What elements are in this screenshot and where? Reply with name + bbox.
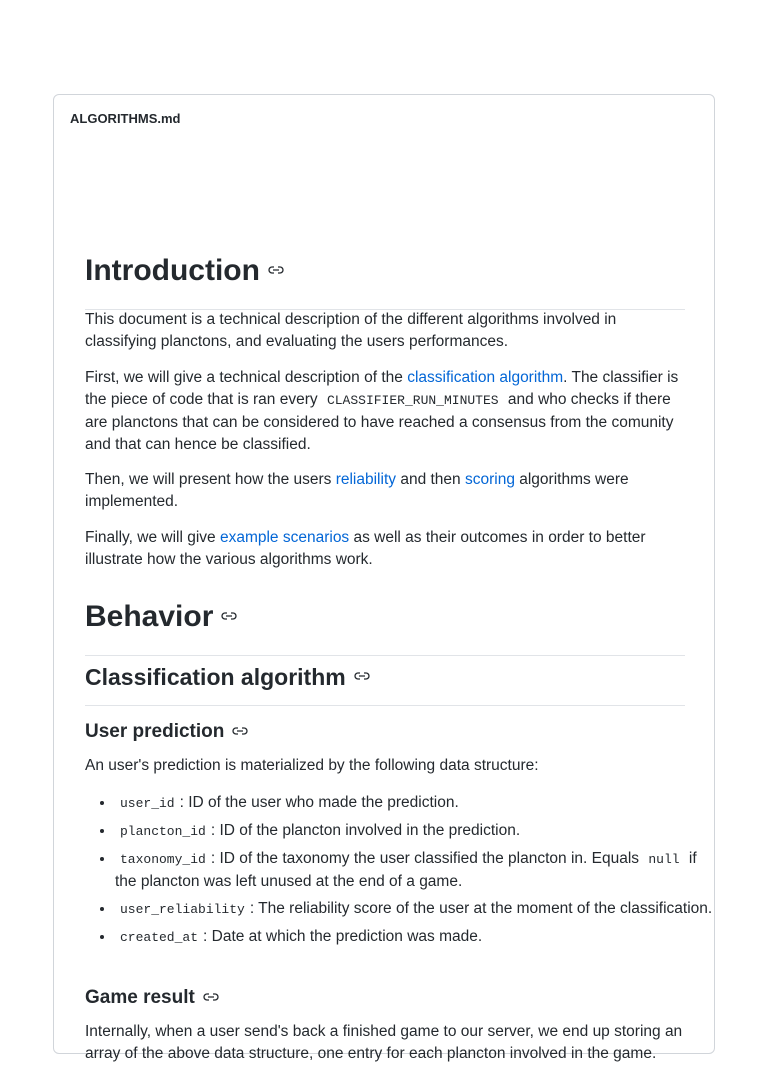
inline-code: null [648,852,680,867]
text: algorithms were implemented. [85,471,629,510]
user-prediction-intro: An user's prediction is materialized by the following data structure: [85,757,539,774]
heading-behavior [85,597,685,656]
heading-user-prediction-text: User prediction [85,721,225,742]
file-box [53,94,715,1062]
link-icon[interactable] [232,726,250,738]
inline-code: user_reliability [120,902,245,917]
intro-paragraph-2 [85,367,685,456]
text: : The reliability score of the user at the moment of the classification. [249,900,713,917]
link-icon[interactable] [221,611,239,623]
heading-introduction [85,251,685,310]
heading-behavior-text: Behavior [85,600,214,633]
inline-code: user_id [120,796,175,811]
text: and then [396,471,465,488]
text: : ID of the taxonomy the user classified the plancton in. Equals [210,850,644,867]
user-prediction-list [85,791,715,953]
text: and who checks if there are planctons that can be considered to have reached a consensus from the comunity and that can hence be classified. [85,391,674,453]
inline-code: created_at [120,930,199,945]
example-scenarios-link[interactable]: example scenarios [219,529,350,546]
intro-paragraph-4 [85,527,685,571]
heading-game-result-text: Game result [85,987,195,1008]
text: Finally, we will give [85,529,220,546]
list-item [115,847,715,893]
intro-paragraph-3 [85,469,685,513]
classification-algorithm-link[interactable]: classification algorithm [407,369,564,386]
text: : ID of the user who made the prediction. [179,794,459,811]
heading-introduction-text: Introduction [85,254,260,287]
link-icon[interactable] [203,992,221,1004]
list-item [115,819,715,843]
list-item [115,791,715,815]
file-name: ALGORITHMS.md [70,110,181,126]
scoring-link[interactable]: scoring [464,471,515,488]
text: : ID of the plancton involved in the prediction. [210,822,521,839]
inline-code: taxonomy_id [120,852,206,867]
intro-paragraph-1: This document is a technical description of the different algorithms involved in classifying planctons, and evaluating the users performances. [85,311,617,350]
text: : Date at which the prediction was made. [203,928,483,945]
file-header [54,95,714,141]
text: . The classifier is the piece of code that is ran every [85,369,679,408]
link-icon[interactable] [268,265,286,277]
list-item [115,925,715,949]
heading-classification-algorithm [85,661,685,706]
reliability-link[interactable]: reliability [335,471,397,488]
text: Then, we will present how the users [85,471,336,488]
text: First, we will give a technical description of the [85,369,408,386]
heading-classification-text: Classification algorithm [85,664,346,690]
list-item [115,897,715,921]
heading-game-result [85,985,685,1011]
link-icon[interactable] [354,671,372,683]
text: if the plancton was left unused at the end of a game. [115,850,697,890]
game-result-paragraph: Internally, when a user send's back a finished game to our server, we end up storing an array of the above data structure, one entry for each plancton involved in the game. [85,1023,683,1062]
inline-code: plancton_id [120,824,206,839]
inline-code: CLASSIFIER_RUN_MINUTES [326,393,499,408]
heading-user-prediction [85,719,685,745]
text: as well as their outcomes in order to better illustrate how the various algorithms work. [85,529,646,568]
